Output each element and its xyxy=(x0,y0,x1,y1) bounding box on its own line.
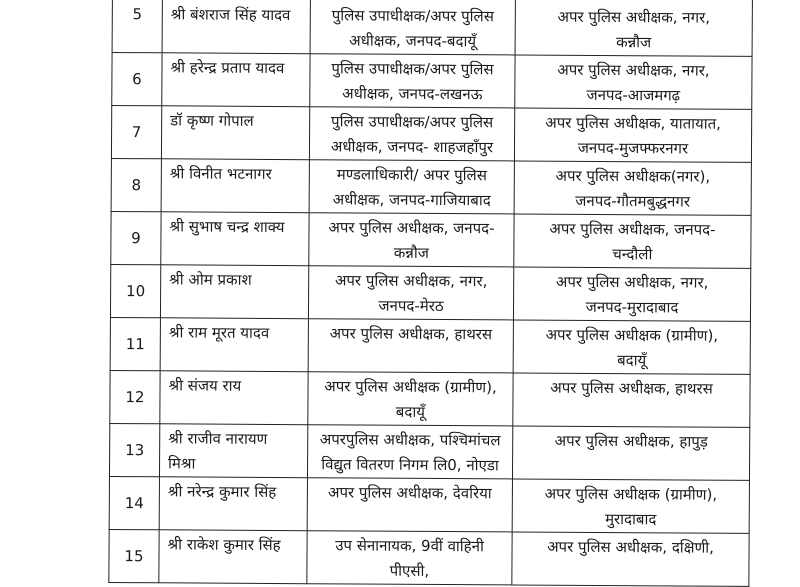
new-posting: अपर पुलिस अधीक्षक, यातायात, जनपद-मुजफ्फरनगर xyxy=(514,108,751,162)
table-row xyxy=(112,0,752,56)
officer-name: श्री हरेन्द्र प्रताप यादव xyxy=(162,53,310,107)
current-posting: अपर पुलिस अधीक्षक, देवरिया xyxy=(307,478,512,532)
officer-name: श्री विनीत भटनागर xyxy=(161,159,309,213)
transfer-table xyxy=(108,0,753,587)
officer-name: श्री राजीव नारायण मिश्रा xyxy=(159,424,307,478)
officer-name: श्री बंशराज सिंह यादव xyxy=(162,0,310,54)
current-posting: अपर पुलिस अधीक्षक, जनपद- कन्नौज xyxy=(309,213,514,267)
current-posting: उप सेनानायक, 9वीं वाहिनी पीएसी, xyxy=(307,531,512,585)
serial-number: 11 xyxy=(110,317,160,370)
table-row xyxy=(109,423,749,480)
table-row xyxy=(111,158,751,215)
new-posting: अपर पुलिस अधीक्षक, नगर, जनपद-आजमगढ़ xyxy=(515,55,752,109)
serial-number: 7 xyxy=(111,106,161,159)
serial-number: 10 xyxy=(110,264,160,317)
new-posting: अपर पुलिस अधीक्षक, नगर, कन्नौज xyxy=(515,0,752,56)
new-posting: अपर पुलिस अधीक्षक, जनपद- चन्दौली xyxy=(514,214,751,268)
current-posting: अपर पुलिस अधीक्षक (ग्रामीण), बदायूँ xyxy=(308,372,513,426)
new-posting: अपर पुलिस अधीक्षक, दक्षिणी, xyxy=(512,532,749,586)
table-row xyxy=(111,211,751,268)
current-posting: अपर पुलिस अधीक्षक, नगर, जनपद-मेरठ xyxy=(308,266,513,320)
table-row xyxy=(109,476,749,533)
new-posting: अपर पुलिस अधीक्षक(नगर), जनपद-गौतमबुद्धनगर xyxy=(514,161,751,215)
current-posting: पुलिस उपाधीक्षक/अपर पुलिस अधीक्षक, जनपद-लखनऊ xyxy=(310,54,515,108)
serial-number: 15 xyxy=(109,529,159,582)
officer-name: श्री ओम प्रकाश xyxy=(160,265,308,319)
officer-name: श्री राकेश कुमार सिंह xyxy=(159,530,307,584)
table-row xyxy=(112,53,752,110)
current-posting: पुलिस उपाधीक्षक/अपर पुलिस अधीक्षक, जनपद-बदायूँ xyxy=(310,0,515,55)
new-posting: अपर पुलिस अधीक्षक, नगर, जनपद-मुरादाबाद xyxy=(513,267,750,321)
table-row xyxy=(110,264,750,321)
officer-name: डॉ कृष्ण गोपाल xyxy=(161,106,309,160)
new-posting: अपर पुलिस अधीक्षक, हाथरस xyxy=(513,373,750,427)
serial-number: 13 xyxy=(109,423,159,476)
officer-name: श्री राम मूरत यादव xyxy=(160,318,308,372)
table-row xyxy=(111,106,751,163)
new-posting: अपर पुलिस अधीक्षक, हापुड़ xyxy=(512,426,749,480)
serial-number: 6 xyxy=(112,53,162,106)
officer-name: श्री नरेन्द्र कुमार सिंह xyxy=(159,477,307,531)
serial-number: 14 xyxy=(109,476,159,529)
serial-number: 5 xyxy=(112,0,162,53)
current-posting: पुलिस उपाधीक्षक/अपर पुलिस अधीक्षक, जनपद- शाहजहाँपुर xyxy=(309,107,514,161)
table-row xyxy=(109,529,749,586)
serial-number: 9 xyxy=(111,211,161,264)
current-posting: अपर पुलिस अधीक्षक, हाथरस xyxy=(308,319,513,373)
new-posting: अपर पुलिस अधीक्षक (ग्रामीण), मुरादाबाद xyxy=(512,479,749,533)
table-row xyxy=(110,317,750,374)
serial-number: 8 xyxy=(111,158,161,211)
new-posting: अपर पुलिस अधीक्षक (ग्रामीण), बदायूँ xyxy=(513,320,750,374)
officer-name: श्री सुभाष चन्द्र शाक्य xyxy=(161,212,309,266)
current-posting: अपरपुलिस अधीक्षक, पश्चिमांचल विद्युत वितरण निगम लि0, नोएडा xyxy=(307,425,512,479)
table-row xyxy=(110,370,750,427)
serial-number: 12 xyxy=(110,370,160,423)
current-posting: मण्डलाधिकारी/ अपर पुलिस अधीक्षक, जनपद-गाजियाबाद xyxy=(309,160,514,214)
officer-name: श्री संजय राय xyxy=(160,371,308,425)
